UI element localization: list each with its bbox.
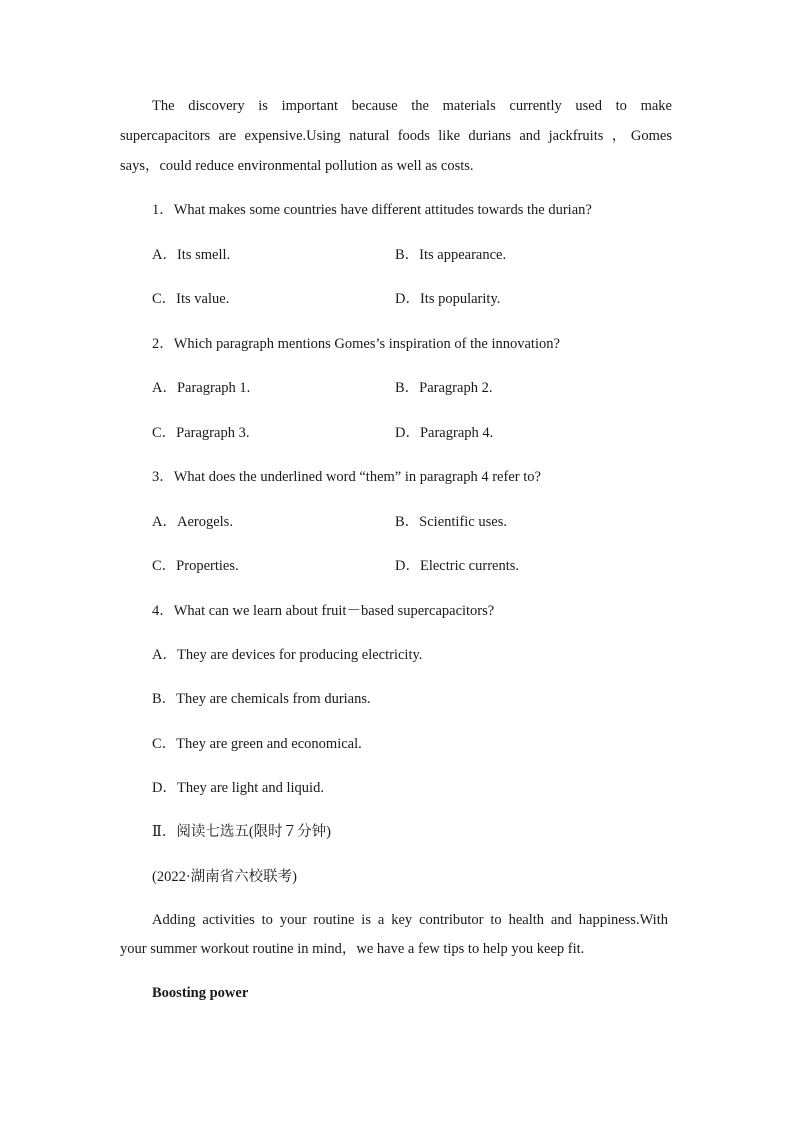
passage-line-2: supercapacitors are expensive.Using natural foods like durians and jackfruits ，Gomes [120, 128, 672, 144]
question-1-option-d: D．Its popularity. [395, 291, 501, 307]
question-2-stem: 2．Which paragraph mentions Gomes’s inspiration of the innovation? [152, 336, 560, 352]
section-2-subheading: Boosting power [152, 985, 249, 1001]
question-1-stem: 1．What makes some countries have different attitudes towards the durian? [152, 202, 592, 218]
question-3-option-b: B．Scientific uses. [395, 514, 507, 530]
question-4-option-d: D．They are light and liquid. [152, 780, 324, 796]
question-4-stem: 4．What can we learn about fruit－based supercapacitors? [152, 603, 495, 619]
passage-line-3: says，could reduce environmental pollution as well as costs. [120, 158, 474, 174]
question-1-option-a: A．Its smell. [152, 247, 231, 263]
question-1-option-b: B．Its appearance. [395, 247, 507, 263]
question-2-option-c: C．Paragraph 3. [152, 425, 250, 441]
section-2-para-line-2: your summer workout routine in mind，we have a few tips to help you keep fit. [120, 941, 585, 957]
question-2-option-d: D．Paragraph 4. [395, 425, 494, 441]
passage-line-1: The discovery is important because the materials currently used to make [152, 98, 672, 114]
question-3-option-c: C．Properties. [152, 558, 239, 574]
section-2-source: (2022·湖南省六校联考) [152, 869, 297, 885]
question-3-stem: 3．What does the underlined word “them” in paragraph 4 refer to? [152, 469, 541, 485]
question-4-option-c: C．They are green and economical. [152, 736, 362, 752]
question-1-option-c: C．Its value. [152, 291, 230, 307]
question-4-option-b: B．They are chemicals from durians. [152, 691, 371, 707]
question-2-option-a: A．Paragraph 1. [152, 380, 251, 396]
question-3-option-d: D．Electric currents. [395, 558, 520, 574]
section-2-heading: Ⅱ．阅读七选五(限时７分钟) [152, 824, 332, 840]
question-2-option-b: B．Paragraph 2. [395, 380, 493, 396]
section-2-para-line-1: Adding activities to your routine is a key contributor to health and happiness.With [152, 912, 668, 928]
question-4-option-a: A．They are devices for producing electricity. [152, 647, 423, 663]
question-3-option-a: A．Aerogels. [152, 514, 233, 530]
